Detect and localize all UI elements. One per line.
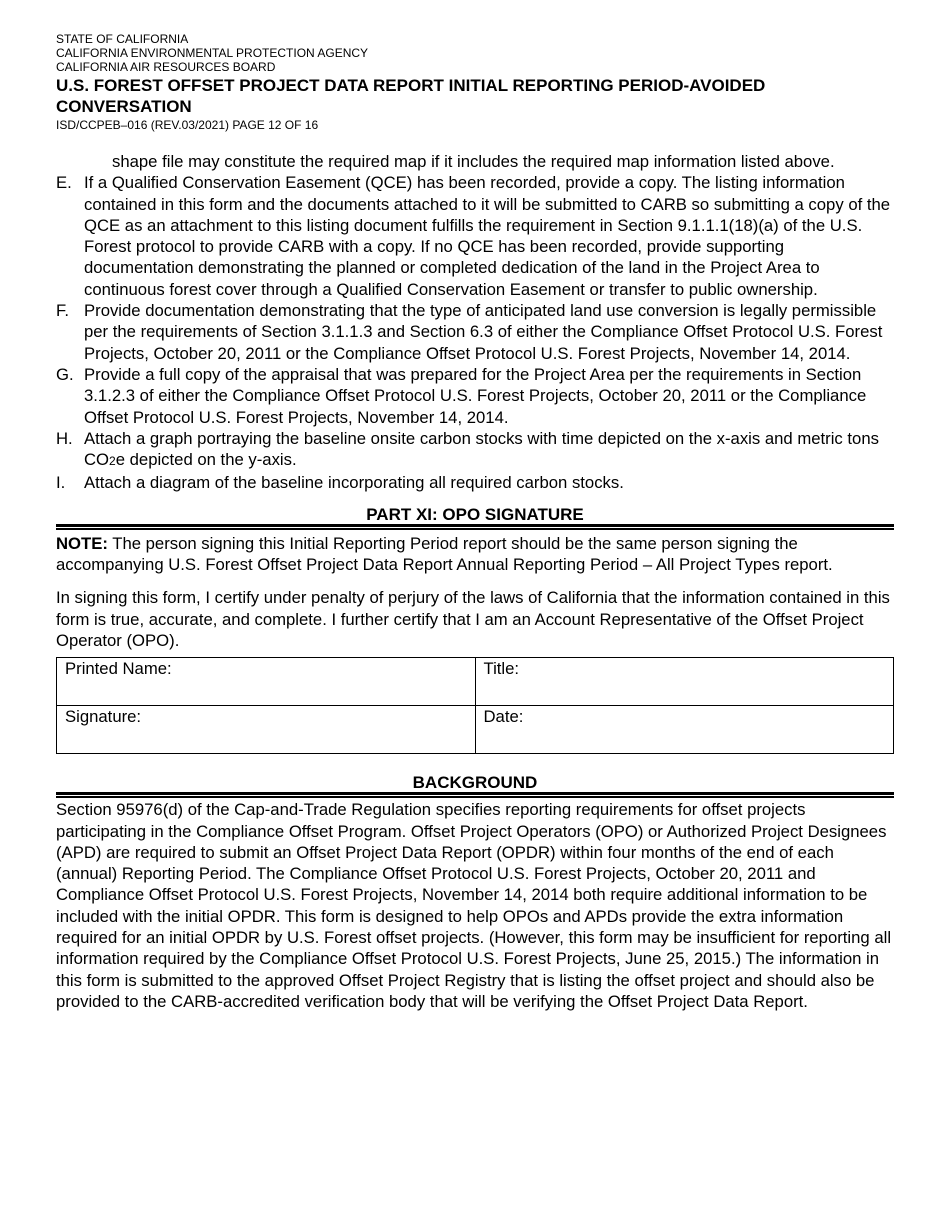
list-item-label: F. (56, 301, 69, 321)
background-section (56, 772, 894, 1012)
list-item-text (84, 428, 894, 473)
printed-name-label: Printed Name: (65, 659, 172, 679)
list-item-e (56, 172, 894, 300)
list-item-label: G. (56, 364, 74, 384)
note-label: NOTE: (56, 533, 108, 553)
list-item-label: H. (56, 428, 73, 448)
list-item-text-after: e depicted on the y-axis. (115, 450, 297, 470)
certification-statement: In signing this form, I certify under penalty of perjury of the laws of California that the information contained in this form is true, accurate, and complete. I further certify that I am an Account Representative of the Offset Project Operator (OPO). (56, 588, 890, 650)
signature-note (56, 533, 894, 576)
document-header (56, 32, 894, 133)
document-title: U.S. FOREST OFFSET PROJECT DATA REPORT INITIAL REPORTING PERIOD-AVOIDED CONVERSATION (56, 76, 766, 116)
list-item-text: If a Qualified Conservation Easement (QCE) has been recorded, provide a copy. The listing information contained in this form and the documents attached to it will be submitted to CARB so submitting a copy of the QCE as an attachment to this listing document fulfills the requirement in Section 9.1.1.1(18)(a) of the U.S. Forest protocol to provide CARB with a copy. If no QCE has been recorded, provide supporting documentation demonstrating the planned or completed dedication of the land in the Project Area to continuous forest cover through a Qualified Conservation Easement or transfer to public ownership. (84, 173, 891, 299)
co2-subscript: 2 (109, 454, 116, 469)
signature-table (56, 657, 894, 754)
note-text: The person signing this Initial Reporting Period report should be the same person signing the accompanying U.S. Forest Offset Project Data Report Annual Reporting Period – All Project Types report. (56, 533, 833, 575)
title-label: Title: (483, 659, 520, 679)
list-item-text: Attach a diagram of the baseline incorporating all required carbon stocks. (84, 473, 624, 493)
list-item-h (56, 428, 894, 473)
printed-name-field[interactable] (57, 658, 476, 706)
list-item-text: Provide a full copy of the appraisal that was prepared for the Project Area per the requirements in Section 3.1.2.3 of either the Compliance Offset Protocol U.S. Forest Projects, October 20, 2011 or the Compliance Offset Protocol U.S. Forest Projects, November 14, 2014. (84, 364, 867, 427)
list-item-text: Provide documentation demonstrating that the type of anticipated land use conversion is legally permissible per the requirements of Section 3.1.1.3 and Section 6.3 of either the Compliance Offset Protocol U.S. Forest Projects, October 20, 2011 or the Compliance Offset Protocol U.S. Forest Projects, November 14, 2014. (84, 301, 883, 363)
title-field[interactable] (475, 658, 894, 706)
document-page (56, 32, 894, 1012)
signature-section-heading (56, 504, 894, 529)
list-item-i (56, 472, 894, 493)
background-paragraph: Section 95976(d) of the Cap-and-Trade Regulation specifies reporting requirements for offset projects participating in the Compliance Offset Program. Offset Project Operators (OPO) or Authorized Project Designees (APD) are required to submit an Offset Project Data Report (OPDR) within four months of the end of each (annual) Reporting Period. The Compliance Offset Protocol U.S. Forest Projects, October 20, 2011 and Compliance Offset Protocol U.S. Forest Projects, November 14, 2014 both require additional information to be included with the initial OPDR. This form is designed to help OPOs and APDs provide the extra information required for an initial OPDR by U.S. Forest offset projects. (However, this form may be insufficient for reporting all information required by the Compliance Offset Protocol U.S. Forest Projects, June 25, 2015.) The information in this form is submitted to the approved Offset Project Registry that is listing the offset project and should also be provided to the CARB-accredited verification body that will be verifying the Offset Project Data Report. (56, 800, 892, 1011)
signature-section-title: PART XI: OPO SIGNATURE (56, 504, 894, 527)
list-item-text-before: Attach a graph portraying the baseline onsite carbon stocks with time depicted on the x-axis and metric tons CO (84, 428, 879, 470)
header-agency: CALIFORNIA ENVIRONMENTAL PROTECTION AGENCY (56, 46, 369, 60)
list-item-label: E. (56, 173, 72, 193)
form-revision: ISD/CCPEB–016 (REV.03/2021) PAGE 12 OF 16 (56, 118, 319, 132)
background-section-title: BACKGROUND (56, 772, 894, 795)
list-item-g (56, 364, 894, 428)
date-field[interactable] (475, 706, 894, 754)
background-section-heading (56, 772, 894, 797)
header-board: CALIFORNIA AIR RESOURCES BOARD (56, 60, 276, 74)
list-item-f (56, 300, 894, 364)
date-label: Date: (483, 707, 524, 727)
list-item-label: I. (56, 473, 66, 493)
header-state: STATE OF CALIFORNIA (56, 32, 189, 46)
signature-label: Signature: (65, 707, 142, 727)
instruction-list (56, 172, 894, 493)
signature-field[interactable] (57, 706, 476, 754)
signature-section (56, 504, 894, 754)
continued-paragraph: shape file may constitute the required map if it includes the required map information listed above. (112, 152, 835, 171)
